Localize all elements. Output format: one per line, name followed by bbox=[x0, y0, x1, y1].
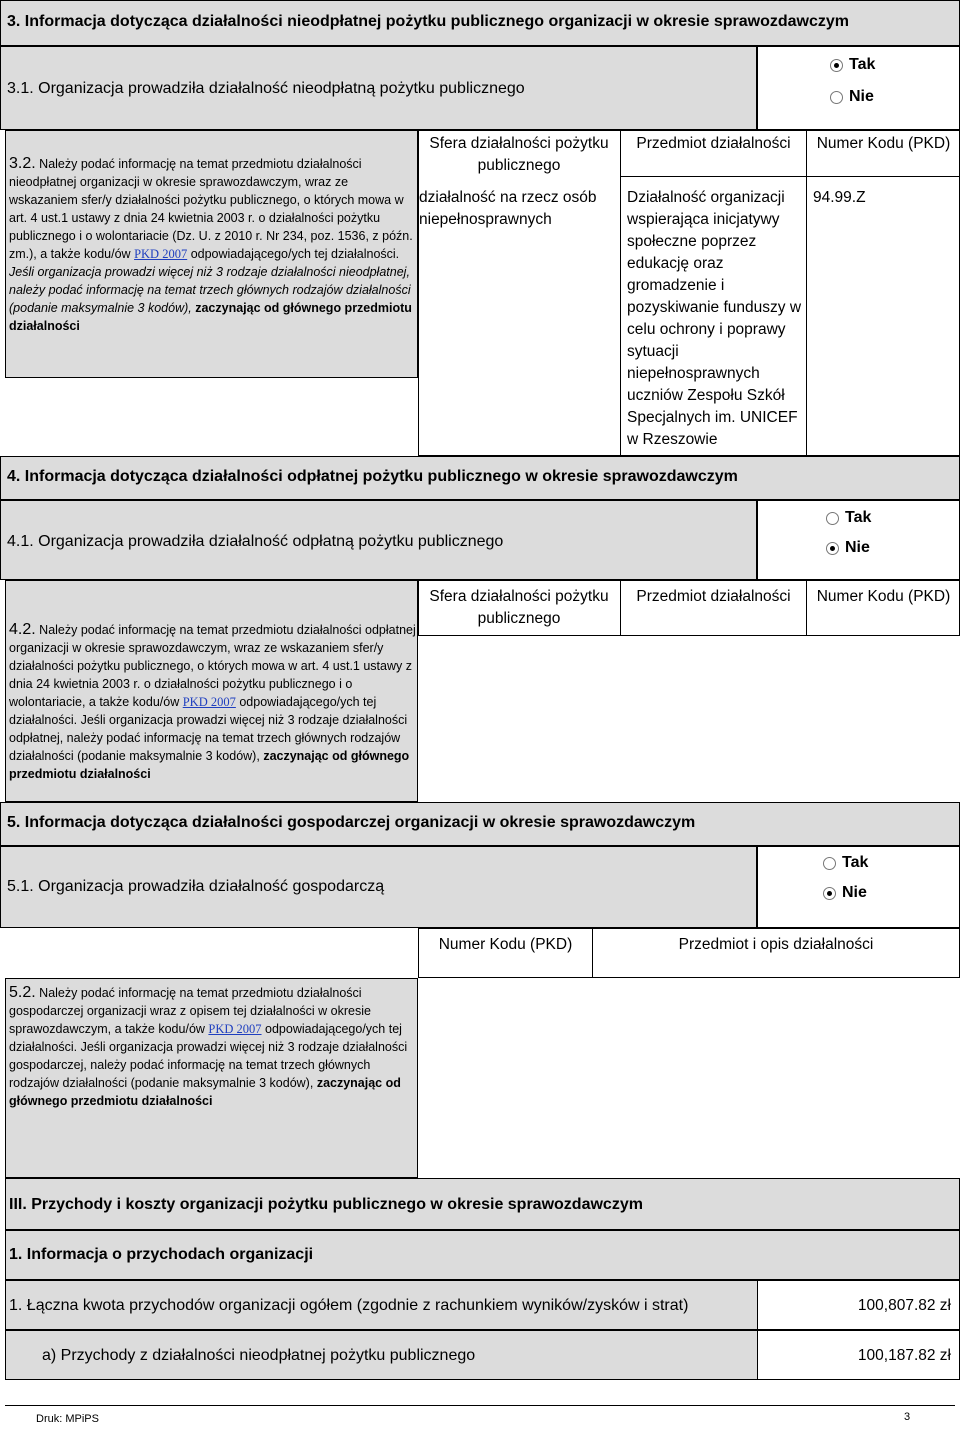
question-number: 4.2. bbox=[9, 621, 36, 638]
question-5-2-note: Jeśli organizacja prowadzi więcej niż 3 rodzaje działalności gospodarczej, należy podać informację na temat trzech głównych rodzajów działalności (podanie maksymalnie 3 kodów), bbox=[9, 1040, 408, 1090]
row-code[interactable]: 94.99.Z bbox=[813, 189, 866, 206]
question-4-1-box bbox=[0, 500, 757, 580]
income-info-header bbox=[5, 1230, 960, 1280]
question-3-1-options bbox=[757, 46, 960, 130]
radio-label: Nie bbox=[842, 884, 867, 901]
radio-label: Nie bbox=[849, 88, 874, 105]
radio-5-1-yes[interactable] bbox=[823, 848, 868, 878]
section-3-title: 3. Informacja dotycząca działalności nieodpłatnej pożytku publicznego organizacji w okresie sprawozdawczym bbox=[7, 13, 849, 30]
question-5-1-options bbox=[757, 846, 960, 928]
question-4-2-text bbox=[9, 621, 417, 783]
question-4-1-options bbox=[757, 500, 960, 580]
question-3-2-note: Jeśli organizacja prowadzi więcej niż 3 rodzaje działalności nieodpłatnej, należy podać informację na temat trzech głównych rodzajów działalności (podanie maksymalnie 3 kodów), bbox=[9, 265, 411, 315]
question-3-2-text bbox=[9, 155, 417, 335]
table-4-2-sphere-col bbox=[418, 580, 621, 636]
radio-checked-icon bbox=[826, 542, 839, 555]
question-5-2-text bbox=[9, 984, 417, 1110]
table-3-2-subject-col bbox=[621, 130, 807, 456]
col-subject-header: Przedmiot działalności bbox=[636, 588, 791, 605]
table-3-2-code-col bbox=[807, 130, 960, 456]
income-info-title: 1. Informacja o przychodach organizacji bbox=[9, 1246, 314, 1263]
radio-checked-icon bbox=[830, 59, 843, 72]
question-5-2-box bbox=[5, 978, 418, 1178]
income-free-label: a) Przychody z działalności nieodpłatnej pożytku publicznego bbox=[42, 1347, 476, 1364]
question-5-1-box bbox=[0, 846, 757, 928]
question-4-2-emphasis: zaczynając od głównego przedmiotu działalności bbox=[9, 749, 410, 781]
radio-label: Tak bbox=[845, 509, 872, 526]
question-4-2-box bbox=[5, 580, 418, 802]
col-code-header: Numer Kodu (PKD) bbox=[816, 135, 951, 152]
table-5-2-header bbox=[418, 928, 960, 978]
question-3-1-box bbox=[0, 46, 757, 130]
col-code-header: Numer Kodu (PKD) bbox=[438, 936, 573, 953]
section-4-header bbox=[0, 456, 960, 500]
page-number: 3 bbox=[904, 1411, 911, 1423]
col-sphere-header: Sfera działalności pożytku publicznego bbox=[429, 135, 609, 174]
pkd-link[interactable]: PKD 2007 bbox=[134, 247, 188, 261]
question-3-2-intro: Należy podać informację na temat przedmiotu działalności nieodpłatnej organizacji w okresie sprawozdawczym, wraz ze wskazaniem sfer/y działalności pożytku publicznego, o których mowa w art. 4 ust.1 ustawy z dnia 24 kwietnia 2003 r. o działalności pożytku publicznego i o wolontariacie (Dz. U. z 2010 r. Nr 234, poz. 1536, z późn. zm.), a także kodu/ów bbox=[9, 157, 413, 261]
radio-unchecked-icon bbox=[826, 512, 839, 525]
question-number: 5.2. bbox=[9, 984, 36, 1001]
section-5-title: 5. Informacja dotycząca działalności gospodarczej organizacji w okresie sprawozdawczym bbox=[7, 814, 696, 831]
income-free-value-cell bbox=[757, 1330, 960, 1380]
question-5-2-intro: Należy podać informację na temat przedmiotu działalności gospodarczej organizacji wraz z opisem tej działalności w okresie sprawozdawczym, a także kodu/ów bbox=[9, 986, 371, 1036]
question-4-2-note: Jeśli organizacja prowadzi więcej niż 3 rodzaje działalności odpłatnej, należy podać informację na temat trzech głównych rodzajów działalności (podanie maksymalnie 3 kodów), bbox=[9, 713, 408, 763]
income-total-label: 1. Łączna kwota przychodów organizacji ogółem (zgodnie z rachunkiem wyników/zysków i strat) bbox=[9, 1297, 689, 1314]
col-sphere-header: Sfera działalności pożytku publicznego bbox=[429, 588, 609, 627]
footer-rule bbox=[5, 1405, 955, 1406]
radio-3-1-no[interactable] bbox=[830, 82, 874, 112]
radio-unchecked-icon bbox=[823, 857, 836, 870]
radio-unchecked-icon bbox=[830, 91, 843, 104]
question-4-2-intro: Należy podać informację na temat przedmiotu działalności odpłatnej organizacji w okresie sprawozdawczym, wraz ze wskazaniem sfer/y działalności pożytku publicznego, o których mowa w art. 4 ust.1 ustawy z dnia 24 kwietnia 2003 r. o działalności pożytku publicznego i o wolontariacie, a także kodu/ów bbox=[9, 623, 416, 709]
question-3-1-label: 3.1. Organizacja prowadziła działalność nieodpłatną pożytku publicznego bbox=[7, 80, 525, 97]
question-3-2-codes: odpowiadającego/ych tej działalności. bbox=[190, 247, 400, 261]
row-sphere[interactable]: działalność na rzecz osób niepełnosprawnych bbox=[419, 189, 597, 228]
pkd-link[interactable]: PKD 2007 bbox=[208, 1022, 262, 1036]
question-4-1-label: 4.1. Organizacja prowadziła działalność odpłatną pożytku publicznego bbox=[7, 533, 504, 550]
radio-3-1-yes[interactable] bbox=[830, 50, 875, 80]
question-5-2-emphasis: zaczynając od głównego przedmiotu działalności bbox=[9, 1076, 401, 1108]
radio-label: Nie bbox=[845, 539, 870, 556]
question-number: 3.2. bbox=[9, 155, 36, 172]
section-5-header bbox=[0, 802, 960, 846]
table-3-2-sphere-col bbox=[418, 130, 621, 456]
table-4-2-subject-col bbox=[621, 580, 807, 636]
section-4-title: 4. Informacja dotycząca działalności odpłatnej pożytku publicznego w okresie sprawozdawczym bbox=[7, 468, 738, 485]
question-3-2-box bbox=[5, 130, 418, 378]
table-4-2-code-col bbox=[807, 580, 960, 636]
footer-print: Druk: MPiPS bbox=[36, 1413, 99, 1425]
radio-4-1-no[interactable] bbox=[826, 533, 870, 563]
section-iii-title: III. Przychody i koszty organizacji pożytku publicznego w okresie sprawozdawczym bbox=[9, 1196, 643, 1213]
section-3-header bbox=[0, 0, 960, 46]
table-divider bbox=[621, 176, 960, 177]
radio-4-1-yes[interactable] bbox=[826, 503, 871, 533]
col-subject-header: Przedmiot i opis działalności bbox=[678, 936, 874, 953]
radio-checked-icon bbox=[823, 887, 836, 900]
radio-label: Tak bbox=[842, 854, 869, 871]
income-free-value[interactable]: 100,187.82 zł bbox=[857, 1347, 951, 1364]
col-subject-header: Przedmiot działalności bbox=[636, 135, 791, 152]
question-4-2-codes: odpowiadającego/ych tej działalności. bbox=[9, 695, 377, 727]
radio-label: Tak bbox=[849, 56, 876, 73]
question-5-2-codes: odpowiadającego/ych tej działalności. bbox=[9, 1022, 402, 1054]
question-3-2-emphasis: zaczynając od głównego przedmiotu działalności bbox=[9, 301, 412, 333]
pkd-link[interactable]: PKD 2007 bbox=[182, 695, 236, 709]
income-total-value-cell bbox=[757, 1280, 960, 1330]
question-5-1-label: 5.1. Organizacja prowadziła działalność gospodarczą bbox=[7, 878, 385, 895]
section-iii-header bbox=[5, 1178, 960, 1230]
radio-5-1-no[interactable] bbox=[823, 878, 867, 908]
row-subject[interactable]: Działalność organizacji wspierająca inicjatywy społeczne poprzez edukację oraz gromadzenie i pozyskiwanie funduszy w celu ochrony i poprawy sytuacji niepełnosprawnych uczniów Zespołu Szkół Specjalnych im. UNICEF w Rzeszowie bbox=[627, 189, 802, 448]
col-code-header: Numer Kodu (PKD) bbox=[816, 588, 951, 605]
income-total-value[interactable]: 100,807.82 zł bbox=[857, 1297, 951, 1314]
